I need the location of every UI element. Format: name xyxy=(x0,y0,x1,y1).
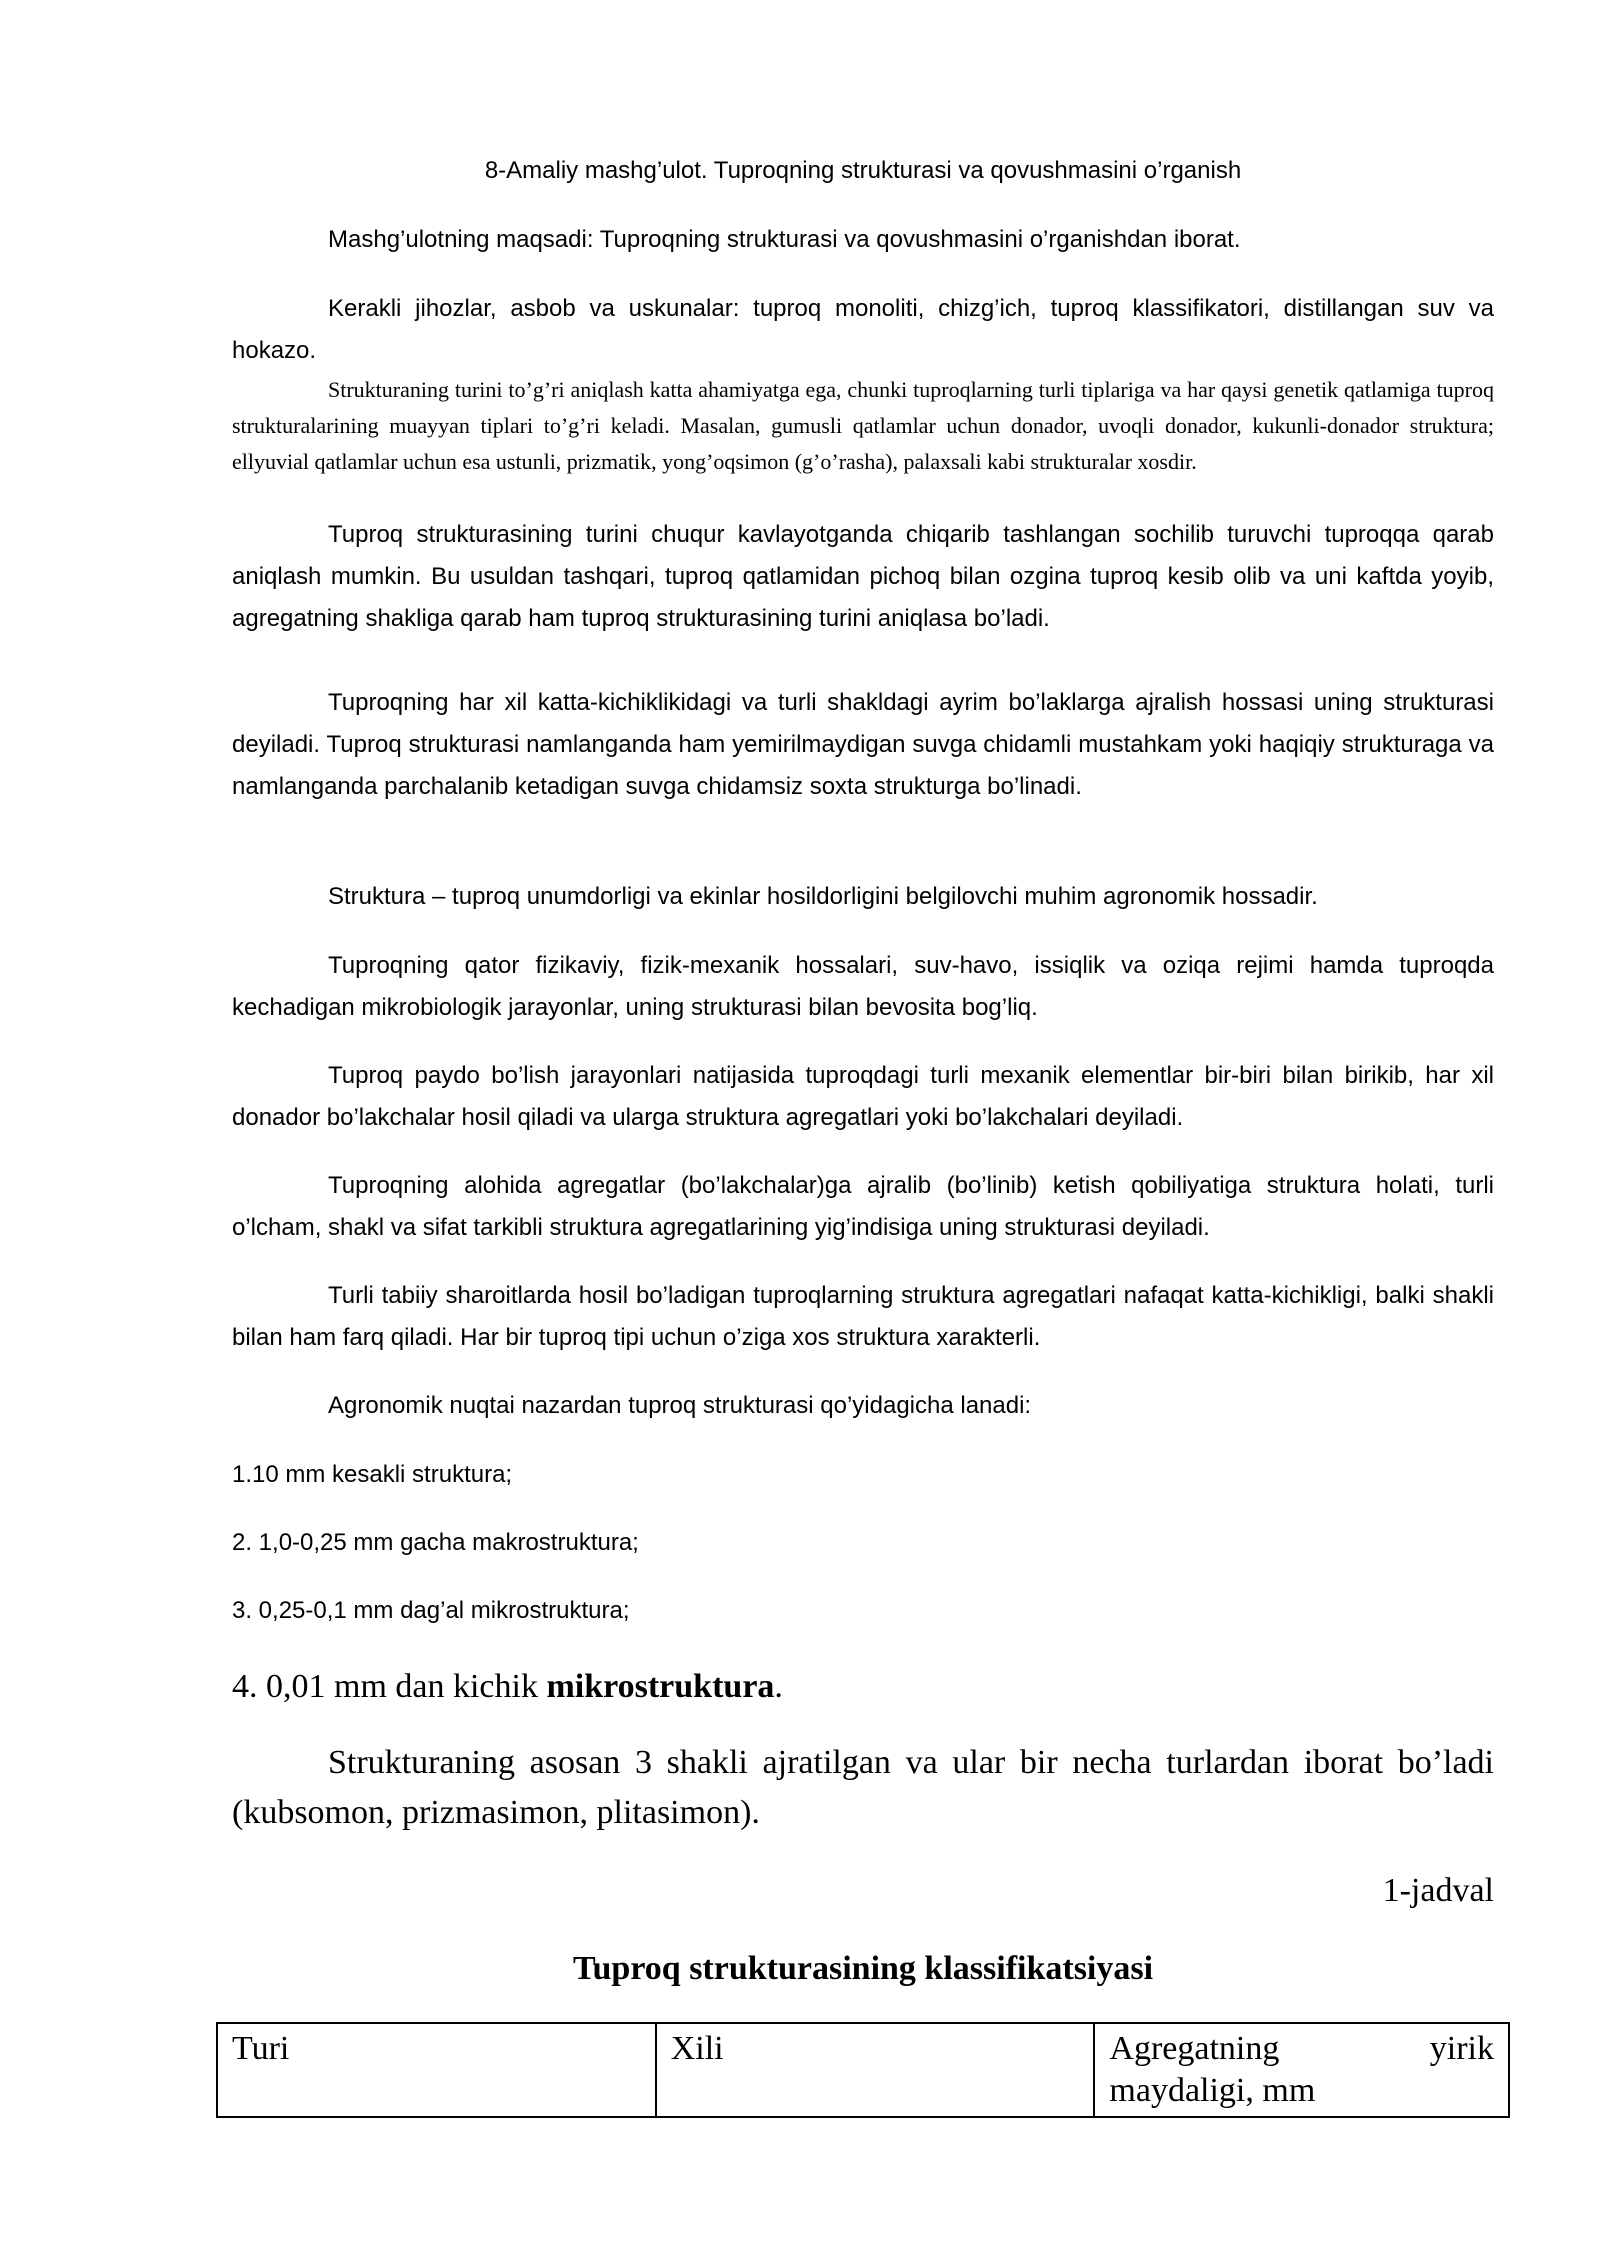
classification-table xyxy=(216,2022,1510,2118)
paragraph-structure-type: Strukturaning turini to’g’ri aniqlash katta ahamiyatga ega, chunki tuproqlarning turli tiplariga va har qaysi genetik qatlamiga tuproq strukturalarining muayyan tiplari to’g’ri keladi. Masalan, gumusli qatlamlar uchun donador, uvoqli donador, kukunli-donador struktura; ellyuvial qatlamlar uchun esa ustunli, prizmatik, yong’oqsimon (g’o’rasha), palaxsali kabi strukturalar xosdir. xyxy=(232,377,1494,474)
table-header-cell-kind: Xili xyxy=(656,2023,1095,2117)
paragraph-aggregates: Tuproq paydo bo’lish jarayonlari natijasida tuproqdagi turli mexanik elementlar bir-biri bilan birikib, har xil donador bo’lakchalar hosil qiladi va ularga struktura agregatlari yoki bo’lakchalari deyiladi. xyxy=(232,1062,1494,1131)
list-item-bold-term: mikrostruktura xyxy=(546,1668,775,1705)
list-item-punctuation: . xyxy=(774,1668,783,1705)
document-title: 8-Amaliy mashg’ulot. Tuproqning strukturasi va qovushmasini o’rganish xyxy=(484,157,1242,184)
paragraph-definition: Tuproqning har xil katta-kichiklikidagi va turli shakldagi ayrim bo’laklarga ajralish hossasi uning strukturasi deyiladi. Tuproq strukturasi namlanganda ham yemirilmaydigan suvga chidamli mustahkam yoki haqiqiy strukturaga va namlanganda parchalanib ketadigan suvga chidamsiz soxta strukturga bo’linadi. xyxy=(232,689,1494,800)
paragraph-natural-conditions: Turli tabiiy sharoitlarda hosil bo’ladigan tuproqlarning struktura agregatlari nafaqat katta-kichikligi, balki shakli bilan ham farq qiladi. Har bir tuproq tipi uchun o’ziga xos struktura xarakterli. xyxy=(232,1282,1494,1351)
paragraph-agronomic-property: Struktura – tuproq unumdorligi va ekinlar hosildorligini belgilovchi muhim agronomik hossadir. xyxy=(328,883,1318,910)
list-item: 3. 0,25-0,1 mm dag’al mikrostruktura; xyxy=(232,1597,630,1624)
paragraph-structure-state: Tuproqning alohida agregatlar (bo’lakchalar)ga ajralib (bo’linib) ketish qobiliyatiga struktura holati, turli o’lcham, shakl va sifat tarkibli struktura agregatlarining yig’indisiga uning strukturasi deyiladi. xyxy=(232,1172,1494,1241)
paragraph-classification-intro: Agronomik nuqtai nazardan tuproq strukturasi qo’yidagicha lanadi: xyxy=(328,1392,1032,1419)
table-header-cell-type: Turi xyxy=(217,2023,656,2117)
list-item-text: 4. 0,01 mm dan kichik xyxy=(232,1668,547,1705)
list-item: 1.10 mm kesakli struktura; xyxy=(232,1461,513,1488)
paragraph-properties: Tuproqning qator fizikaviy, fizik-mexanik hossalari, suv-havo, issiqlik va oziqa rejimi hamda tuproqda kechadigan mikrobiologik jarayonlar, uning strukturasi bilan bevosita bog’liq. xyxy=(232,952,1494,1021)
paragraph-determination: Tuproq strukturasining turini chuqur kavlayotganda chiqarib tashlangan sochilib turuvchi tuproqqa qarab aniqlash mumkin. Bu usuldan tashqari, tuproq qatlamidan pichoq bilan ozgina tuproq kesib olib va uni kaftda yoyib, agregatning shakliga qarab ham tuproq strukturasining turini aniqlasa bo’ladi. xyxy=(232,521,1494,632)
table-title: Tuproq strukturasining klassifikatsiyasi xyxy=(572,1950,1154,1987)
list-item xyxy=(232,1662,1494,1712)
table-label: 1-jadval xyxy=(1382,1872,1494,1909)
paragraph-structure-shapes: Strukturaning asosan 3 shakli ajratilgan va ular bir necha turlardan iborat bo’ladi (kubsomon, prizmasimon, plitasimon). xyxy=(232,1744,1494,1831)
equipment-paragraph: Kerakli jihozlar, asbob va uskunalar: tuproq monoliti, chizg’ich, tuproq klassifikatori, distillangan suv va hokazo. xyxy=(232,295,1494,364)
goal-paragraph: Mashg’ulotning maqsadi: Tuproqning strukturasi va qovushmasini o’rganishdan iborat. xyxy=(328,226,1241,253)
list-item: 2. 1,0-0,25 mm gacha makrostruktura; xyxy=(232,1529,639,1556)
table-header-cell-size: Agregatning yirik maydaligi, mm xyxy=(1094,2023,1509,2117)
table-header-row xyxy=(217,2023,1509,2117)
